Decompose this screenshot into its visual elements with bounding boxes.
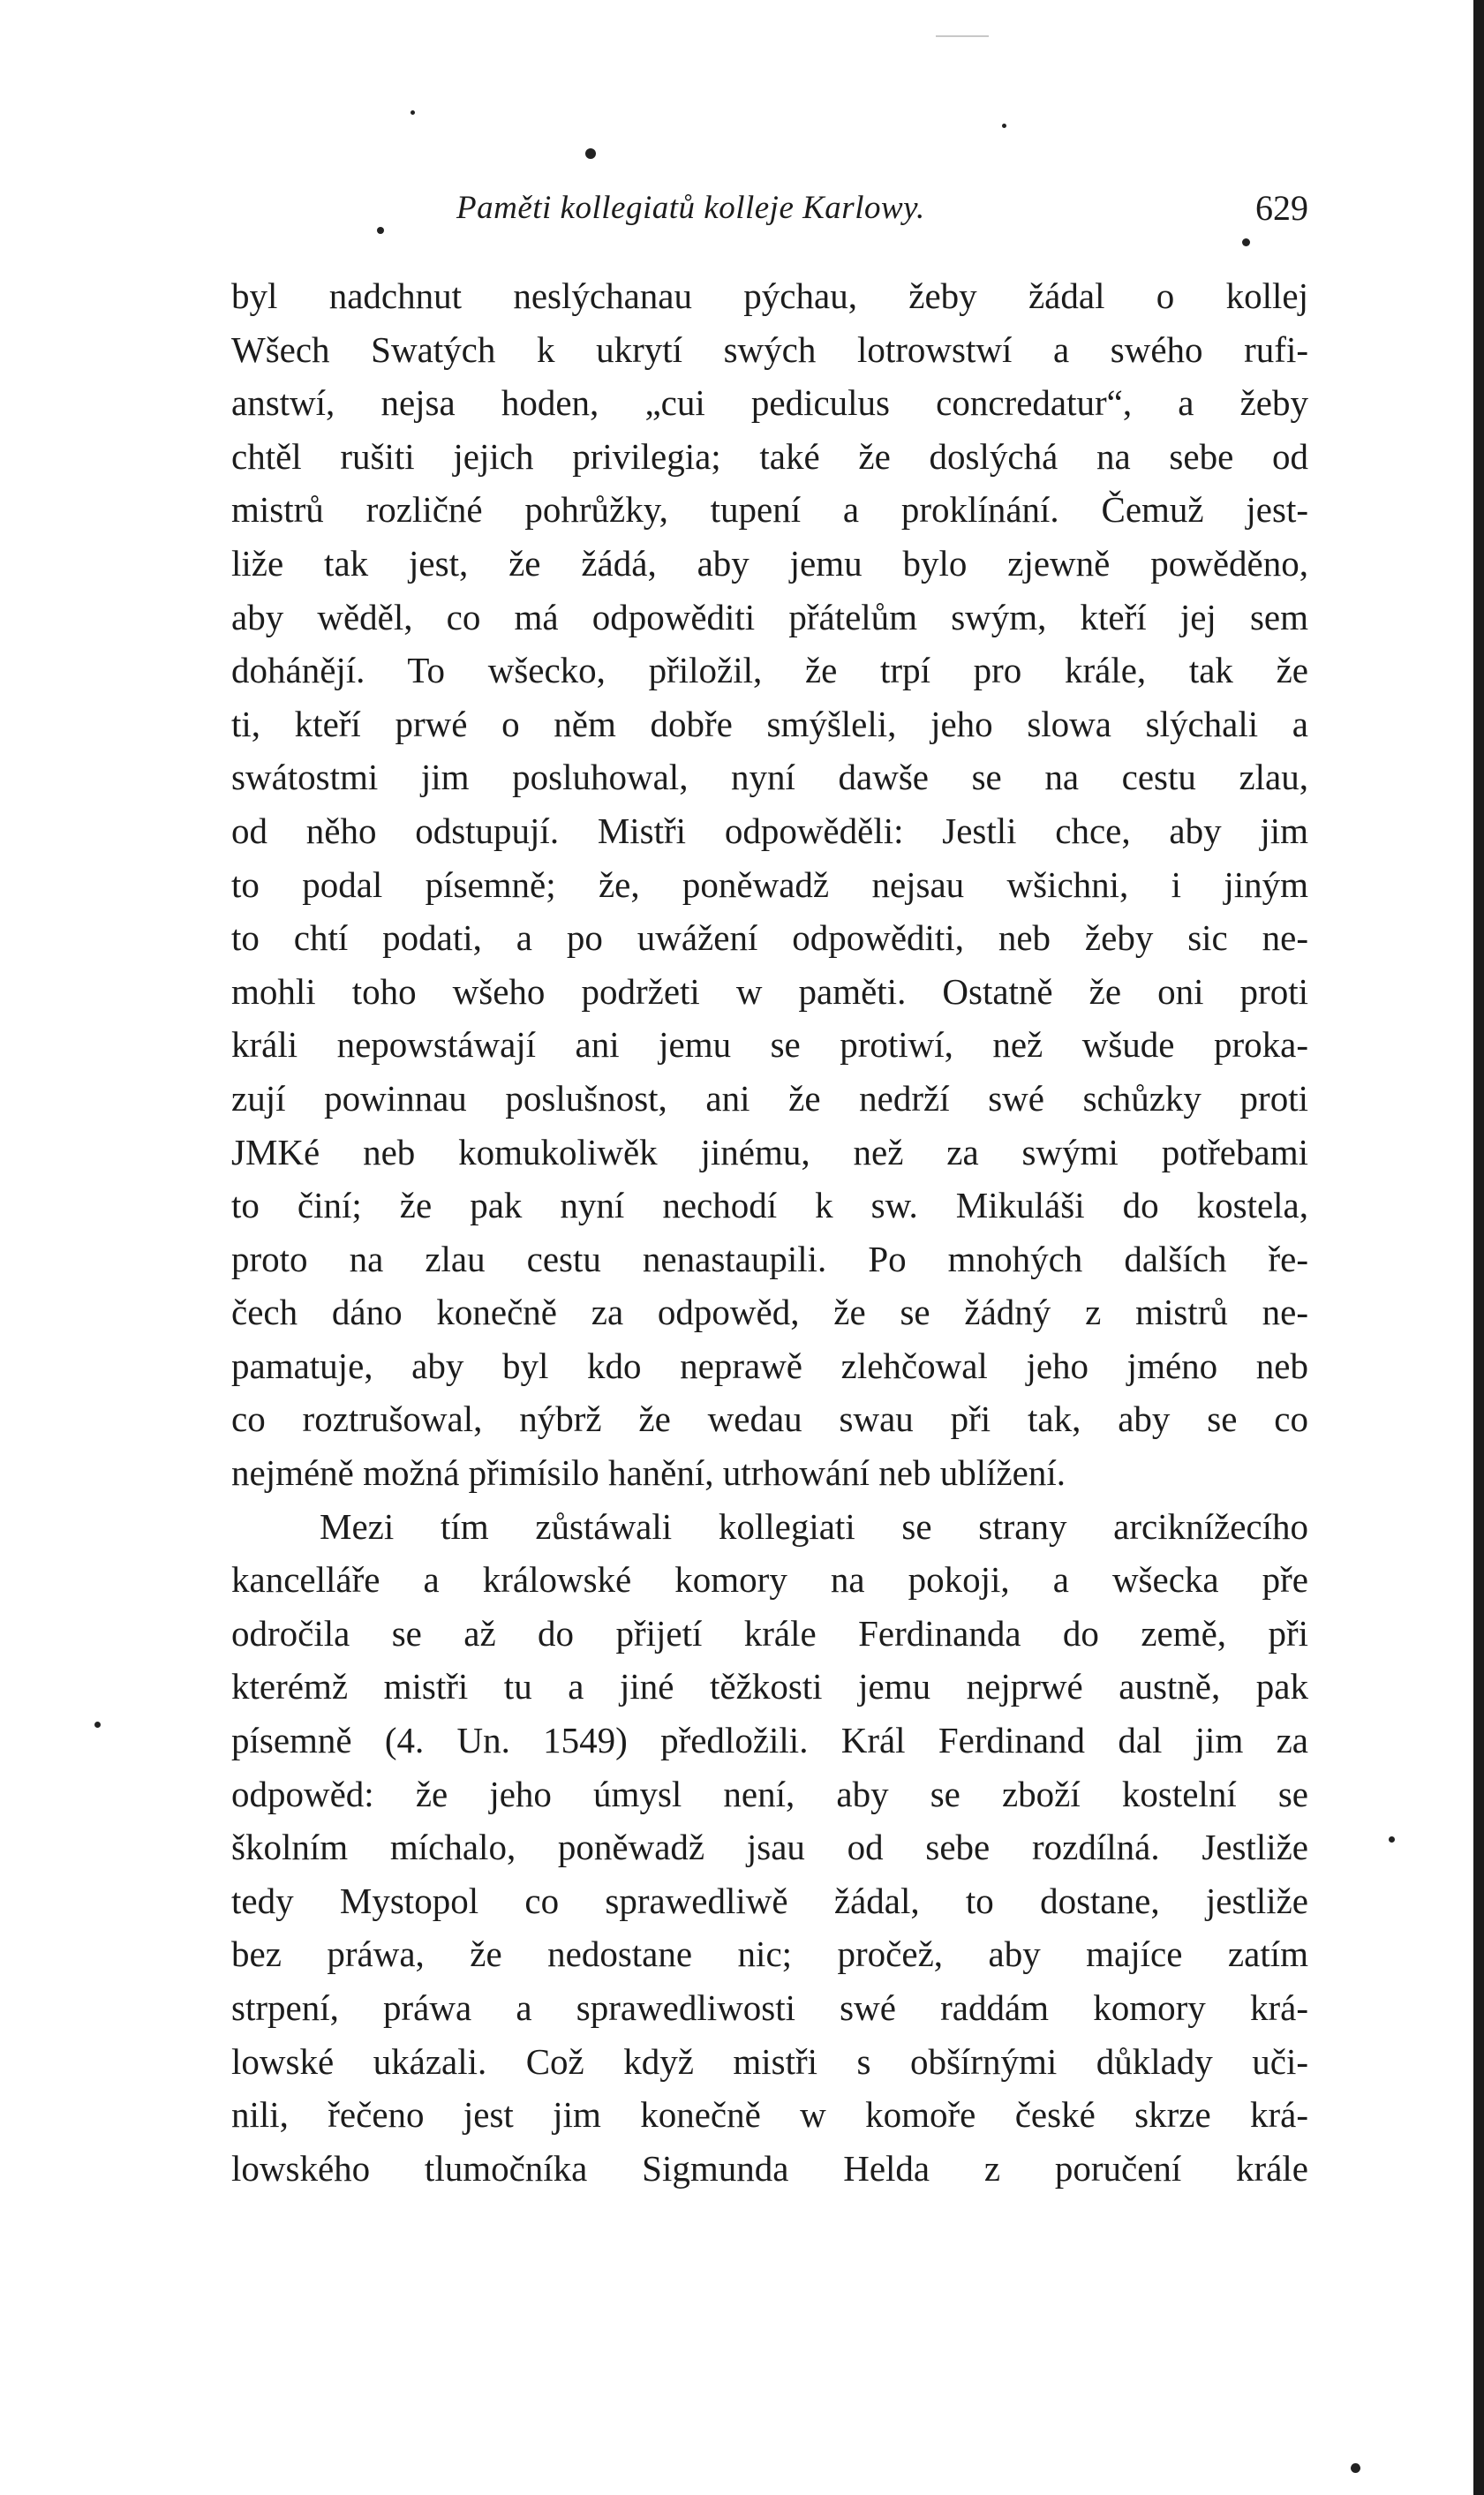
text-line: tedy Mystopol co sprawedliwě žádal, to dostane, jestliže — [231, 1880, 1308, 1921]
scan-artifact-line — [936, 35, 989, 37]
running-title: Paměti kollegiatů kolleje Karlowy. — [456, 190, 925, 226]
text-line: Wšech Swatých k ukrytí swých lotrowstwí a swého rufi- — [231, 328, 1308, 370]
text-line: liže tak jest, že žádá, aby jemu bylo zjewně powěděno, — [231, 542, 1308, 584]
scan-speck — [1351, 2463, 1360, 2473]
text-line: školním míchalo, poněwadž jsau od sebe rozdílná. Jestliže — [231, 1827, 1308, 1868]
text-line: co roztrušowal, nýbrž že wedau swau při tak, aby se co — [231, 1398, 1308, 1440]
text-line: JMKé neb komukoliwěk jinému, než za swými potřebami — [231, 1131, 1308, 1172]
paragraph-2 — [231, 1500, 1308, 2196]
text-line: nili, řečeno jest jim konečně w komoře české skrze krá- — [231, 2094, 1308, 2136]
text-line: nejméně možná přimísilo hanění, utrhowání neb ublížení. — [231, 1452, 1066, 1494]
paragraph-1 — [231, 269, 1308, 1500]
text-line: odročila se až do přijetí krále Ferdinanda do země, při — [231, 1612, 1308, 1654]
text-line: mistrů rozličné pohrůžky, tupení a proklínání. Čemuž jest- — [231, 489, 1308, 531]
text-line: swátostmi jim posluhowal, nyní dawše se na cestu zlau, — [231, 757, 1308, 798]
scan-speck — [1389, 1836, 1395, 1843]
text-line: proto na zlau cestu nenastaupili. Po mnohých dalších ře- — [231, 1238, 1308, 1279]
text-line: odpowěd: že jeho úmysl není, aby se zboží kostelní se — [231, 1773, 1308, 1814]
text-line: mohli toho wšeho podržeti w paměti. Ostatně že oni proti — [231, 970, 1308, 1012]
text-line: ti, kteří prwé o něm dobře smýšleli, jeho slowa slýchali a — [231, 703, 1308, 744]
page-number: 629 — [1255, 188, 1308, 228]
text-line: bez práwa, že nedostane nic; pročež, aby majíce zatím — [231, 1933, 1308, 1975]
text-line: pamatuje, aby byl kdo neprawě zlehčowal jeho jméno neb — [231, 1345, 1308, 1386]
text-line: strpení, práwa a sprawedliwosti swé raddám komory krá- — [231, 1987, 1308, 2028]
text-line: od něho odstupují. Mistři odpowěděli: Jestli chce, aby jim — [231, 810, 1308, 851]
text-line: aby wěděl, co má odpowěditi přátelům swým, kteří jej sem — [231, 596, 1308, 637]
page-edge-shadow — [1473, 0, 1484, 2495]
page-header — [231, 184, 1308, 237]
text-line: písemně (4. Un. 1549) předložili. Král Ferdinand dal jim za — [231, 1720, 1308, 1761]
scan-speck — [94, 1722, 101, 1728]
text-line: chtěl rušiti jejich privilegia; také že doslýchá na sebe od — [231, 435, 1308, 477]
text-line: to činí; že pak nyní nechodí k sw. Mikuláši do kostela, — [231, 1185, 1308, 1226]
text-line: dohánějí. To wšecko, přiložil, že trpí pro krále, tak že — [231, 650, 1308, 691]
scan-speck — [585, 148, 596, 159]
body-text — [231, 269, 1308, 2195]
text-line: anstwí, nejsa hoden, „cui pediculus concredatur“, a žeby — [231, 382, 1308, 424]
text-line: králi nepowstáwají ani jemu se protiwí, než wšude proka- — [231, 1024, 1308, 1066]
scan-speck — [1002, 124, 1006, 128]
text-line: lowského tlumočníka Sigmunda Helda z poručení krále — [231, 2147, 1308, 2189]
scan-speck — [1242, 238, 1250, 246]
text-line: kancelláře a králowské komory na pokoji, a wšecka pře — [231, 1559, 1308, 1601]
text-line: to podal písemně; že, poněwadž nejsau wšichni, i jiným — [231, 863, 1308, 905]
scan-speck — [411, 110, 415, 115]
text-line: to chtí podati, a po uwážení odpowěditi, neb žeby sic ne- — [231, 917, 1308, 959]
text-line: čech dáno konečně za odpowěd, že se žádný z mistrů ne- — [231, 1292, 1308, 1333]
text-line: lowské ukázali. Což když mistři s obšírnými důklady uči- — [231, 2040, 1308, 2082]
text-line: kterémž mistři tu a jiné těžkosti jemu nejprwé austně, pak — [231, 1666, 1308, 1707]
text-line: zují powinnau poslušnost, ani že nedrží swé schůzky proti — [231, 1077, 1308, 1119]
text-line: byl nadchnut neslýchanau pýchau, žeby žádal o kollej — [231, 275, 1308, 316]
text-line: Mezi tím zůstáwali kollegiati se strany arciknížecího — [320, 1505, 1308, 1547]
